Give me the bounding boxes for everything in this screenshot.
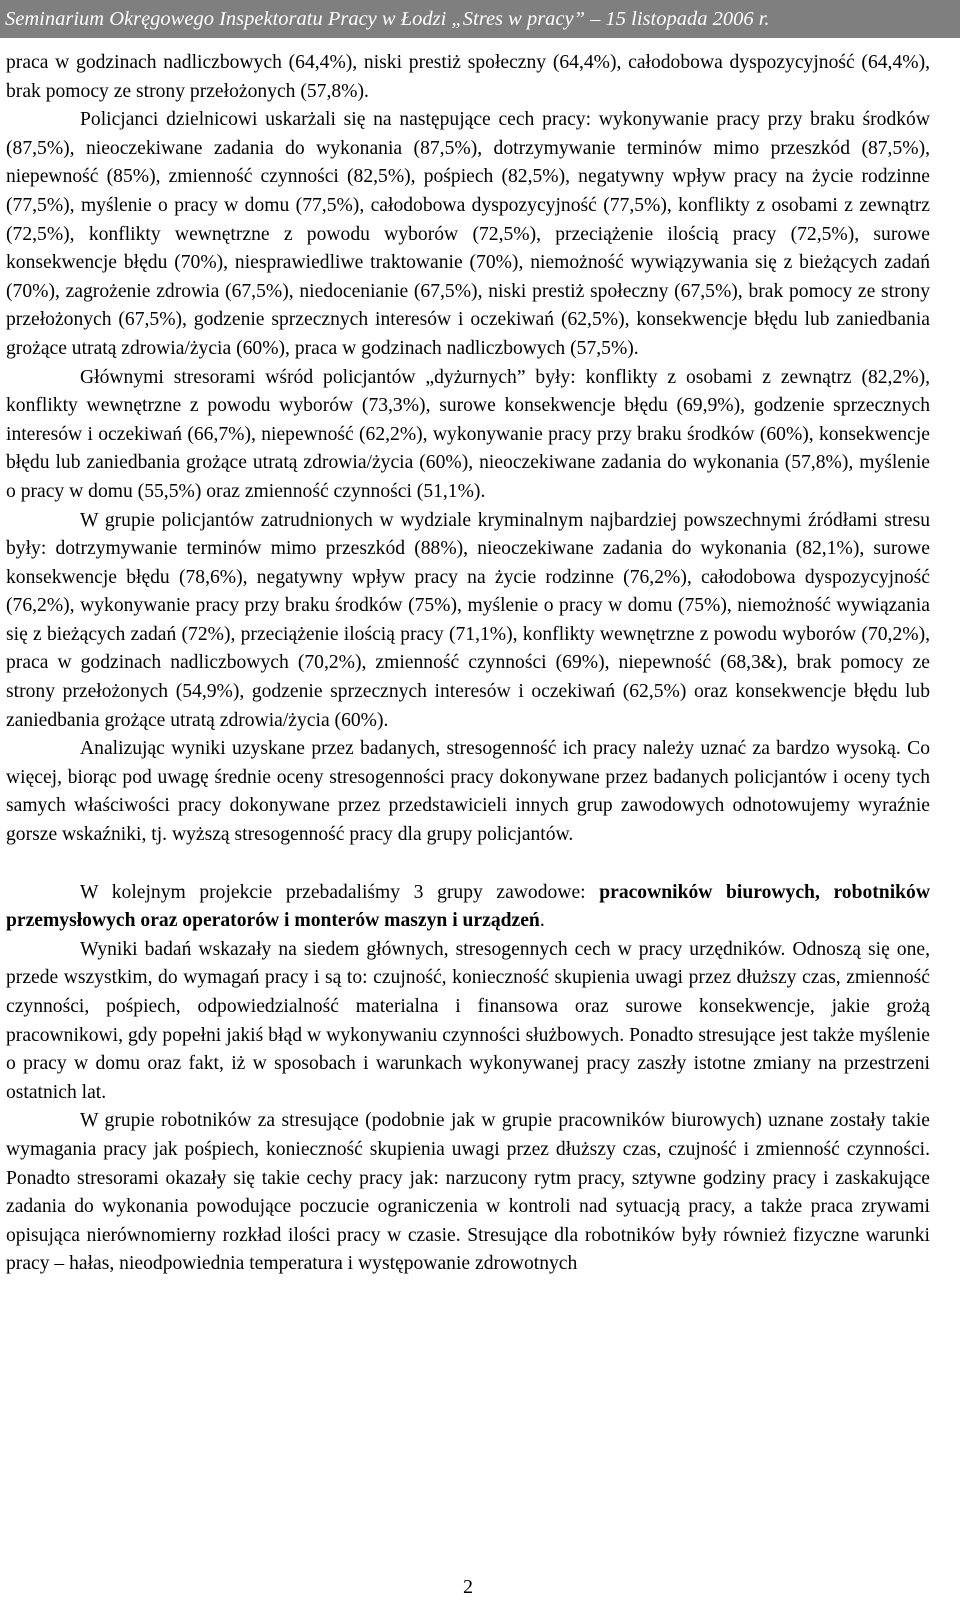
paragraph-emphasis: pracowników biurowych, robotników przemysłowych oraz operatorów i monterów maszyn i urządzeń: [6, 881, 930, 932]
paragraph-lead: W kolejnym projekcie przebadaliśmy 3 grupy zawodowe:: [80, 881, 600, 903]
document-body: [6, 49, 930, 1279]
page-number: 2: [463, 1576, 473, 1598]
paragraph-tail: .: [539, 910, 545, 932]
paragraph: Analizując wyniki uzyskane przez badanych, stresogenność ich pracy należy uznać za bardzo wysoką. Co więcej, biorąc pod uwagę średnie oceny stresogenności pracy dokonywane przez badanych policjantów i oceny tych samych właściwości pracy dokonywane przez przedstawicieli innych grup zawodowych odnotowujemy wyraźnie gorsze wskaźniki, tj. wyższą stresogenność pracy dla grupy policjantów.: [6, 738, 930, 846]
paragraph: W grupie policjantów zatrudnionych w wydziale kryminalnym najbardziej powszechnymi źródłami stresu były: dotrzymywanie terminów mimo przeszkód (88%), nieoczekiwane zadania do wykonania (82,1%), surowe konsekwencje błędu (78,6%), negatywny wpływ pracy na życie rodzinne (76,2%), całodobowa dyspozycyjność (76,2%), wykonywanie pracy przy braku środków (75%), myślenie o pracy w domu (75%), niemożność wywiązania się z bieżących zadań (72%), przeciążenie ilością pracy (71,1%), konflikty wewnętrzne z powodu wyborów (70,2%), praca w godzinach nadliczbowych (70,2%), zmienność czynności (69%), niepewność (68,3&), brak pomocy ze strony przełożonych (54,9%), godzenie sprzecznych interesów i oczekiwań (62,5%) oraz konsekwencje błędu lub zaniedbania grożące utratą zdrowia/życia (60%).: [6, 509, 930, 731]
paragraph: praca w godzinach nadliczbowych (64,4%), niski prestiż społeczny (64,4%), całodobowa dyspozycyjność (64,4%), brak pomocy ze strony przełożonych (57,8%).: [6, 52, 930, 102]
header-title: Seminarium Okręgowego Inspektoratu Pracy w Łodzi „Stres w pracy” – 15 listopada 2006 r.: [5, 8, 770, 30]
paragraph: [6, 879, 930, 936]
paragraph: W grupie robotników za stresujące (podobnie jak w grupie pracowników biurowych) uznane zostały takie wymagania pracy jak pośpiech, konieczność skupienia uwagi przez dłuższy czas, czujność i zmienność czynności. Ponadto stresorami okazały się takie cechy pracy jak: narzucony rytm pracy, sztywne godziny pracy i zaskakujące zadania do wykonania powodujące poczucie ograniczenia w kontroli nad sytuacją pracy, a także praca zrywami opisująca nierównomierny rozkład ilości pracy w czasie. Stresujące dla robotników były również fizyczne warunki pracy – hałas, nieodpowiednia temperatura i występowanie zdrowotnych: [6, 1110, 930, 1275]
paragraph: Policjanci dzielnicowi uskarżali się na następujące cech pracy: wykonywanie pracy przy braku środków (87,5%), nieoczekiwane zadania do wykonania (87,5%), dotrzymywanie terminów mimo przeszkód (87,5%), niepewność (85%), zmienność czynności (82,5%), pośpiech (82,5%), negatywny wpływ pracy na życie rodzinne (77,5%), myślenie o pracy w domu (77,5%), całodobowa dyspozycyjność (77,5%), konflikty z osobami z zewnątrz (72,5%), konflikty wewnętrzne z powodu wyborów (72,5%), przeciążenie ilością pracy (72,5%), surowe konsekwencje błędu (70%), niesprawiedliwe traktowanie (70%), niemożność wywiązywania się z bieżących zadań (70%), zagrożenie zdrowia (67,5%), niedocenianie (67,5%), niski prestiż społeczny (67,5%), brak pomocy ze strony przełożonych (67,5%), godzenie sprzecznych interesów i oczekiwań (62,5%), konsekwencje błędu lub zaniedbania grożące utratą zdrowia/życia (60%), praca w godzinach nadliczbowych (57,5%).: [6, 109, 930, 359]
paragraph: Głównymi stresorami wśród policjantów „dyżurnych” były: konflikty z osobami z zewnątrz (82,2%), konflikty wewnętrzne z powodu wyborów (73,3%), surowe konsekwencje błędu (69,9%), godzenie sprzecznych interesów i oczekiwań (66,7%), niepewność (62,2%), wykonywanie pracy przy braku środków (60%), konsekwencje błędu lub zaniedbania grożące utratą zdrowia/życia (60%), nieoczekiwane zadania do wykonania (57,8%), myślenie o pracy w domu (55,5%) oraz zmienność czynności (51,1%).: [6, 366, 930, 502]
page-header: [0, 0, 960, 38]
paragraph: Wyniki badań wskazały na siedem głównych, stresogennych cech w pracy urzędników. Odnoszą się one, przede wszystkim, do wymagań pracy i są to: czujność, konieczność skupienia uwagi przez dłuższy czas, zmienność czynności, pośpiech, odpowiedzialność materialna i finansowa oraz surowe konsekwencje, jakie grożą pracownikowi, gdy popełni jakiś błąd w wykonywaniu czynności służbowych. Ponadto stresujące jest także myślenie o pracy w domu oraz fakt, iż w sposobach i warunkach wykonywanej pracy zaszły istotne zmiany na przestrzeni ostatnich lat.: [6, 938, 930, 1103]
